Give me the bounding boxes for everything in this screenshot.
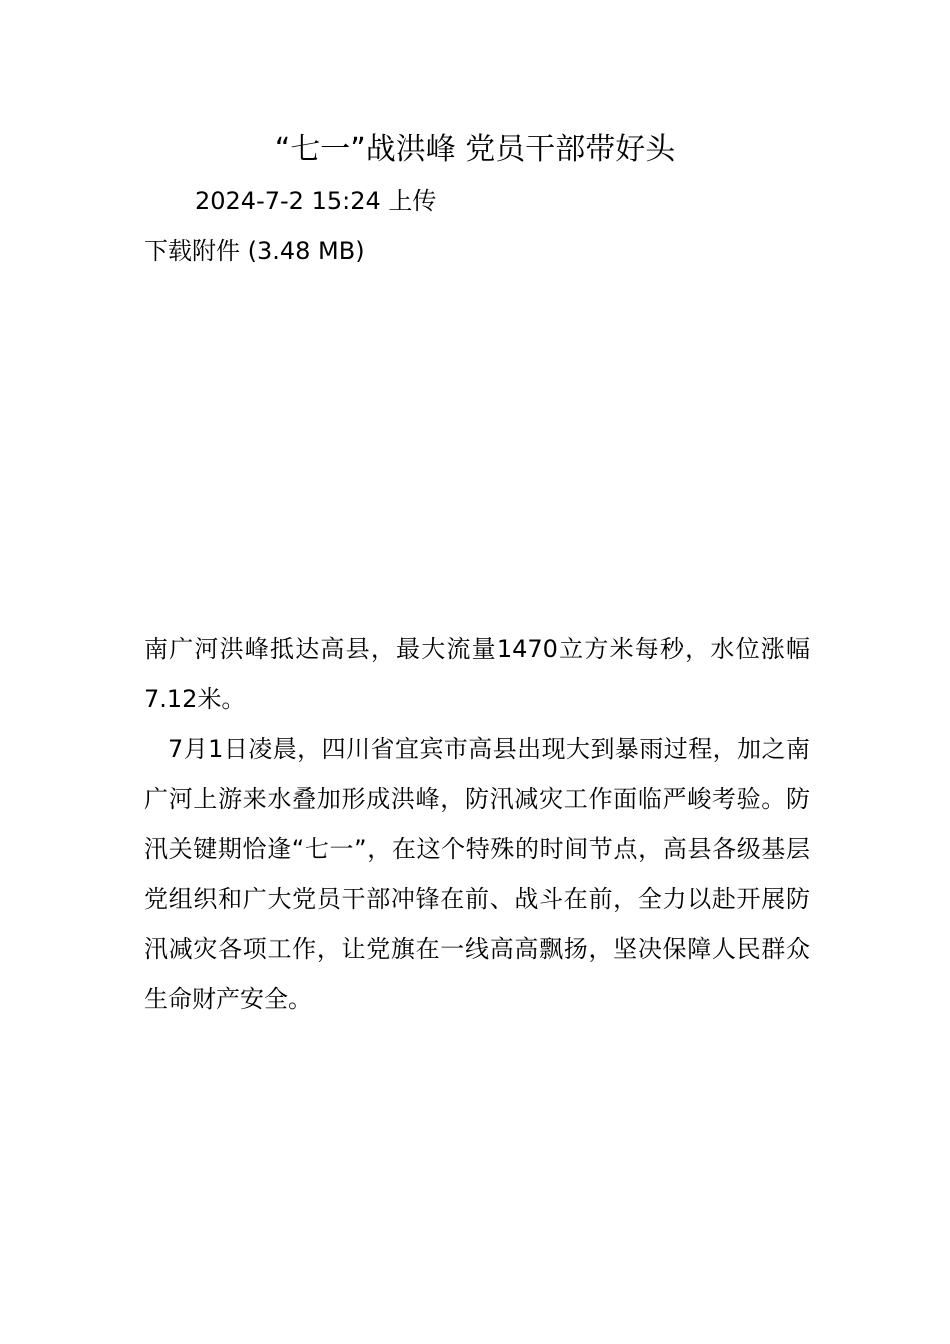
article-body bbox=[144, 624, 810, 1024]
download-attachment-link[interactable]: 下载附件 (3.48 MB) bbox=[144, 237, 365, 265]
attachment-image-placeholder bbox=[144, 280, 806, 610]
article-paragraph: 7月1日凌晨，四川省宜宾市高县出现大到暴雨过程，加之南广河上游来水叠加形成洪峰，防汛减灾工作面临严峻考验。防汛关键期恰逢“七一”，在这个特殊的时间节点，高县各级基层党组织和广大党员干部冲锋在前、战斗在前，全力以赴开展防汛减灾各项工作，让党旗在一线高高飘扬，坚决保障人民群众生命财产安全。 bbox=[144, 735, 810, 1013]
article-caption-paragraph: 南广河洪峰抵达高县，最大流量1470立方米每秒，水位涨幅7.12米。 bbox=[144, 635, 810, 713]
upload-timestamp: 2024-7-2 15:24 上传 bbox=[195, 187, 437, 215]
page-title: “七一”战洪峰 党员干部带好头 bbox=[274, 132, 676, 167]
